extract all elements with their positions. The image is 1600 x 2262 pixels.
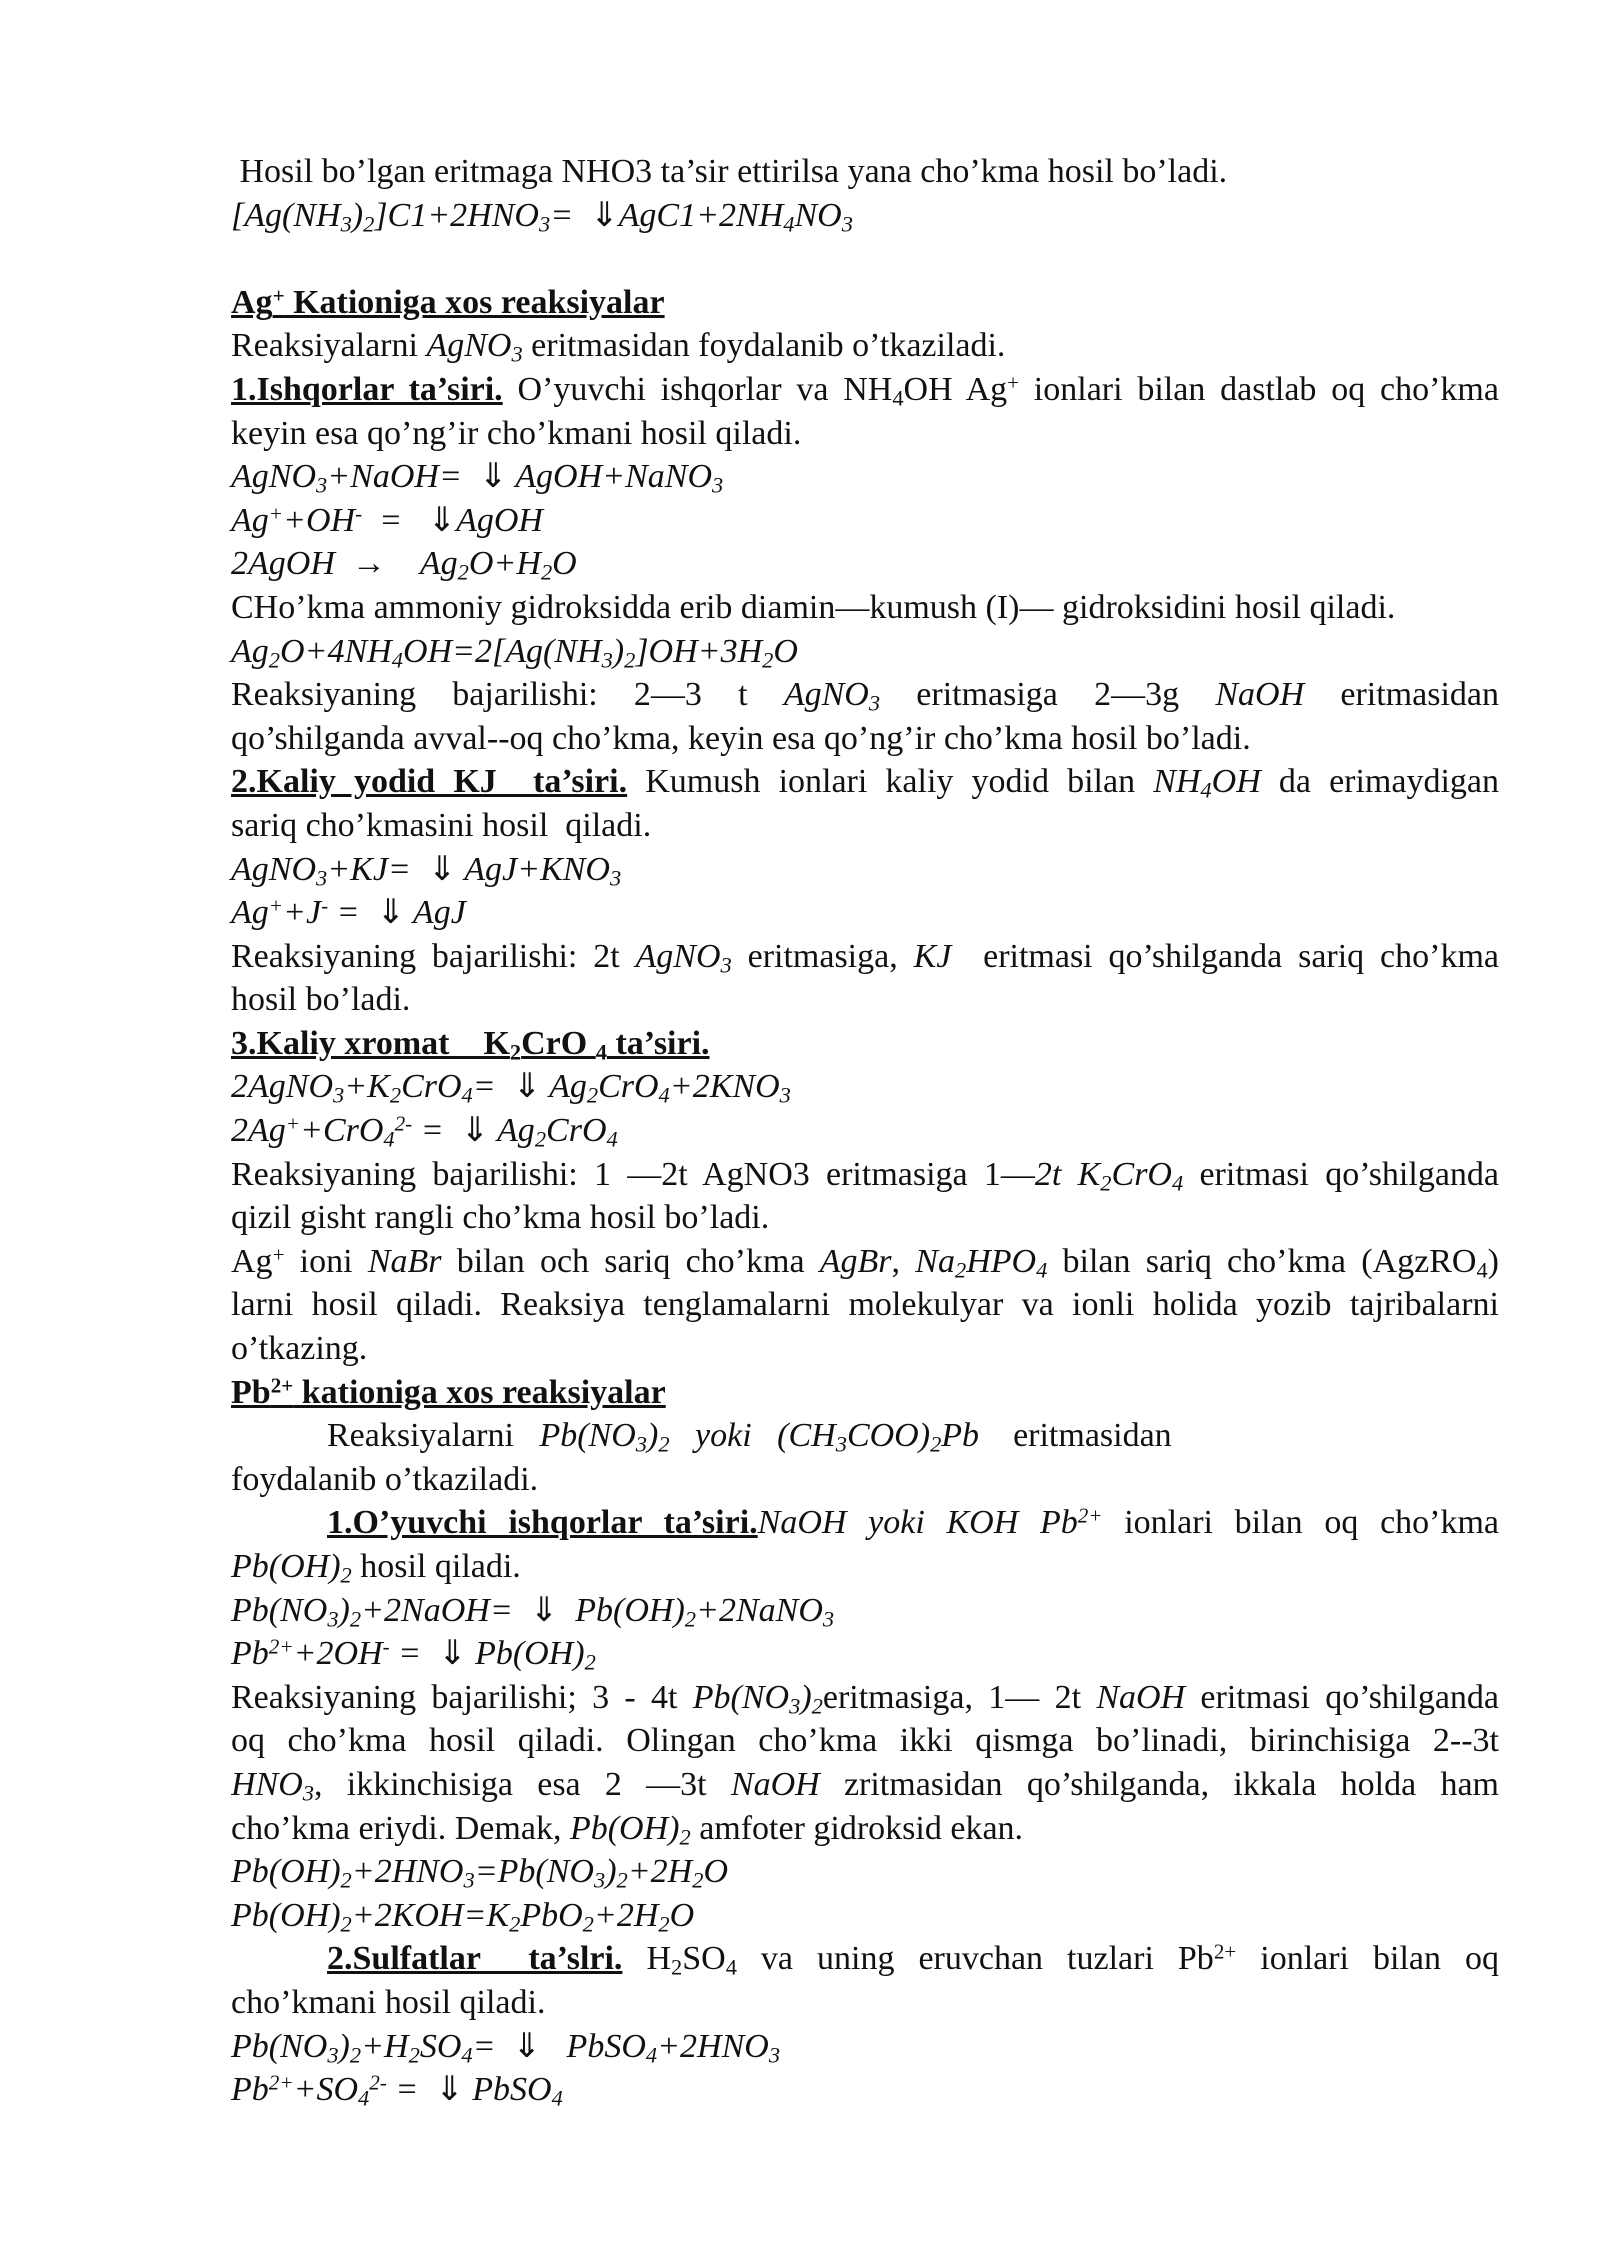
pb-eq4: $Pb(OH)_2+2KOH=K_2PbO_2+2H_2O$ bbox=[231, 1896, 695, 1937]
pb-eq3: $Pb(OH)_2+2HNO_3=Pb(NO_3)_2+2H_2O$ bbox=[231, 1853, 729, 1893]
ag-r1-paragraph-cont: keyin esa qo’ng’ir cho’kmani hosil qiladi. bbox=[231, 414, 802, 452]
ag-proc1-cont: qo’shilganda avval--oq cho’kma, keyin esa qo’ng’ir cho’kma hosil bo’ladi. bbox=[231, 719, 1251, 757]
ag-r2-paragraph: 2.Kaliy yodid KJ ta’siri. Kumush ionlari kaliy yodid bilan $NH_4OH$ da erimaydigan bbox=[231, 763, 1499, 803]
ag-r1-paragraph: 1.Ishqorlar ta’siri. O’yuvchi ishqorlar va $NH_4OH$ Ag+ ionlari bilan dastlab oq cho’kma bbox=[231, 370, 1499, 411]
ag-eq8: 2Ag++CrO$_4^{2-}$ = ⇓ $Ag_2CrO_4$ bbox=[231, 1111, 618, 1152]
ag-proc3: Reaksiyaning bajarilishi: 1 —2t AgNO3 eritmasiga 1—2t $K_2CrO_4$ eritmasi qo’shilganda bbox=[231, 1155, 1499, 1196]
pb-r1-paragraph-cont: $Pb(OH)_2$ hosil qiladi. bbox=[231, 1548, 521, 1588]
ag-r2-paragraph-cont: sariq cho’kmasini hosil qiladi. bbox=[231, 806, 652, 844]
ag-eq7: $2AgNO_3+K_2CrO_4=$ ⇓ $Ag_2CrO_4+2KNO_3$ bbox=[231, 1068, 791, 1109]
ag-eq1: AgNO$_3$+NaOH= ⇓ AgOH+NaNO$_3$ bbox=[231, 458, 724, 498]
ag-eq5: AgNO$_3$+KJ= ⇓ $AgJ+KNO_3$ bbox=[231, 850, 622, 891]
ag-eq6: Ag++J- = ⇓ AgJ bbox=[231, 893, 466, 932]
ag-section-heading: Ag+ Kationiga xos reaksiyalar bbox=[231, 283, 665, 321]
blank-line bbox=[231, 237, 1499, 281]
intro-text: Hosil bo’lgan eritmaga NHO3 ta’sir ettirilsa yana cho’kma hosil bo’ladi. bbox=[231, 153, 1228, 190]
pb-proc1: Reaksiyaning bajarilishi; 3 - 4t $Pb(NO_3)_2eritmasiga$, 1— 2t NaOH eritmasi qo’shilganda bbox=[231, 1678, 1499, 1719]
pb-intro: Reaksiyalarni $Pb(NO_3)_2$ yoki $(CH_3COO)_2Pb$ eritmasidan bbox=[327, 1417, 1172, 1457]
pb-r2-title: 2.Sulfatlar ta’slri. bbox=[327, 1940, 623, 1978]
pb-eq1: $Pb(NO_3)_2+2NaOH=$ ⇓ $Pb(OH)_2+2NaNO_3$ bbox=[231, 1591, 835, 1632]
pb-proc1-l2: oq cho’kma hosil qiladi. Olingan cho’kma ikki qismga bo’linadi, birinchisiga 2--3t bbox=[231, 1722, 1499, 1760]
document-page bbox=[231, 150, 1499, 2112]
pb-r1-paragraph: 1.O’yuvchi ishqorlar ta’siri.NaOH yoki KOH $Pb^{2+}$ ionlari bilan oq cho’kma bbox=[327, 1503, 1499, 1542]
ag-proc3-cont: qizil gisht rangli cho’kma hosil bo’ladi. bbox=[231, 1199, 770, 1237]
pb-section-heading: $Pb^{2+}$ kationiga xos reaksiyalar bbox=[231, 1373, 666, 1411]
ag-intro: Reaksiyalarni AgNO$_3$ eritmasidan foydalanib o’tkaziladi. bbox=[231, 327, 1006, 367]
ag-r1-title: 1.Ishqorlar ta’siri. bbox=[231, 370, 503, 408]
ag-eq2: Ag++OH- = ⇓AgOH bbox=[231, 501, 543, 539]
ag-proc2-cont: hosil bo’ladi. bbox=[231, 981, 411, 1019]
pb-r2-paragraph-cont: cho’kmani hosil qiladi. bbox=[231, 1983, 546, 2021]
ag-eq3: 2AgOH → $Ag_2O+H_2O$ bbox=[231, 545, 577, 585]
pb-proc1-l4: cho’kma eriydi. Demak, $Pb(OH)_2$ amfoter gidroksid ekan. bbox=[231, 1809, 1024, 1850]
pb-eq6: $Pb^{2+}+SO_4^{2-}$ = ⇓ PbSO$_4$ bbox=[231, 2070, 563, 2111]
ag-note-cont: larni hosil qiladi. Reaksiya tenglamalarni molekulyar va ionli holida yozib tajribalarni bbox=[231, 1286, 1499, 1324]
ag-note: Ag+ ioni NaBr bilan och sariq cho’kma AgBr, $Na_2HPO_4$ bilan sariq cho’kma (AgzRO$_4$) bbox=[231, 1242, 1499, 1283]
ag-dissolve-text: CHo’kma ammoniy gidroksidda erib diamin—kumush (I)— gidroksidini hosil qiladi. bbox=[231, 588, 1396, 626]
pb-r1-title: 1.O’yuvchi ishqorlar ta’siri. bbox=[327, 1504, 758, 1542]
ag-r3-title: 3.Kaliy xromat $K_2CrO$ $_4$ ta’siri. bbox=[231, 1024, 710, 1065]
intro-formula: $[Ag(NH_3)_2]C1+2HNO_3=$ $⇓AgC1+2NH_4NO_3$ bbox=[231, 196, 853, 237]
ag-eq4: $Ag_2O+4NH_4OH=2[Ag(NH_3)_2]OH+3H_2O$ bbox=[231, 632, 798, 673]
ag-note-end: o’tkazing. bbox=[231, 1330, 368, 1368]
ag-proc1: Reaksiyaning bajarilishi: 2—3 t AgNO$_3$ eritmasiga 2—3g NaOH eritmasidan bbox=[231, 676, 1499, 716]
ag-proc2: Reaksiyaning bajarilishi: 2t AgNO$_3$ eritmasiga, KJ eritmasi qo’shilganda sariq cho’kma bbox=[231, 937, 1499, 978]
ag-r2-title: 2.Kaliy yodid KJ ta’siri. bbox=[231, 763, 628, 801]
pb-proc1-l3: $HNO_3$, ikkinchisiga esa 2 —3t NaOH zritmasidan qo’shilganda, ikkala holda ham bbox=[231, 1765, 1499, 1806]
pb-eq5: $Pb(NO_3)_2+H_2SO_4=$ ⇓ $PbSO_4+2HNO_3$ bbox=[231, 2027, 781, 2068]
pb-r2-paragraph: 2.Sulfatlar ta’slri. $H_2SO_4$ va uning eruvchan tuzlari $Pb^{2+}$ ionlari bilan oq bbox=[327, 1939, 1499, 1980]
pb-intro-cont: foydalanib o’tkaziladi. bbox=[231, 1460, 539, 1498]
pb-eq2: $Pb^{2+}+2OH^-$ = ⇓ $Pb(OH)_2$ bbox=[231, 1634, 596, 1675]
